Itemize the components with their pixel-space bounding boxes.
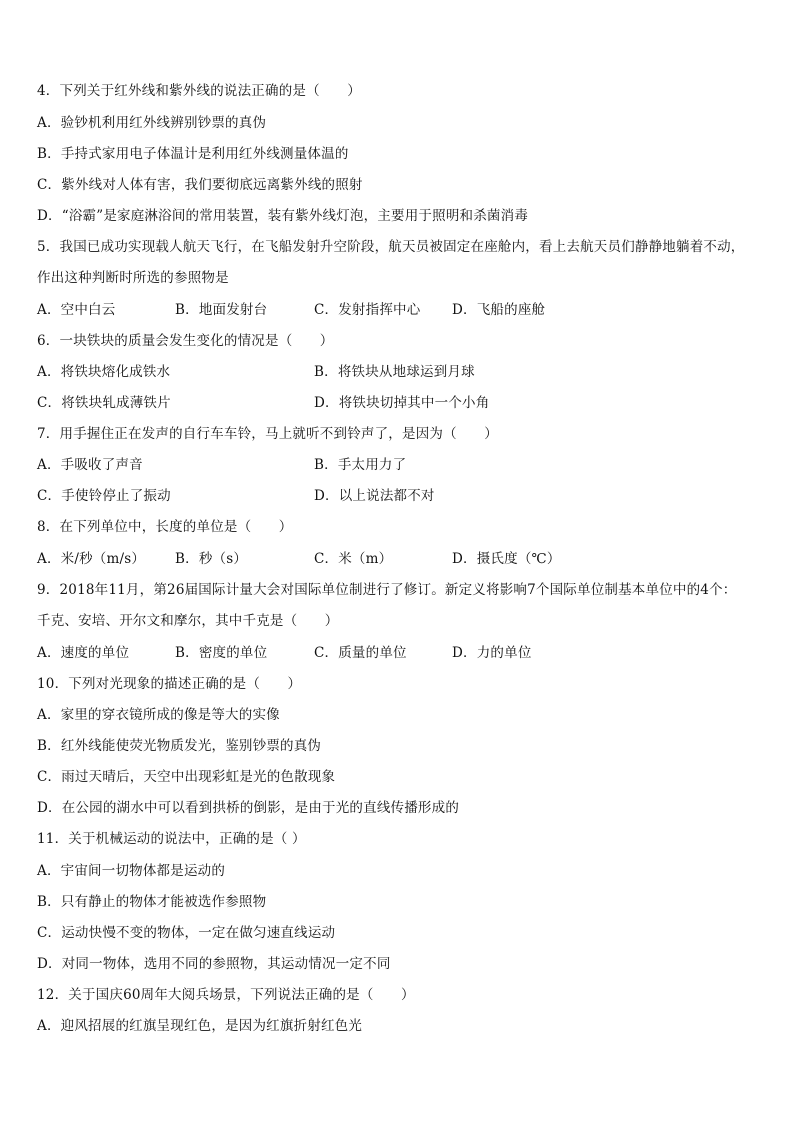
- question-7-option-b: B．手太用力了: [314, 457, 407, 473]
- question-5-option-b: B．地面发射台: [175, 302, 268, 318]
- question-9-stem-line-2: 千克、安培、开尔文和摩尔，其中千克是（ ）: [37, 613, 339, 629]
- question-11-option-c: C．运动快慢不变的物体，一定在做匀速直线运动: [37, 925, 336, 941]
- question-10-option-c: C．雨过天晴后，天空中出现彩虹是光的色散现象: [37, 769, 336, 785]
- question-5-stem-line-2: 作出这种判断时所选的参照物是: [37, 270, 229, 286]
- question-10-stem: 10．下列对光现象的描述正确的是（ ）: [37, 676, 302, 692]
- question-9-option-d: D．力的单位: [452, 645, 532, 661]
- question-4-option-a: A．验钞机利用红外线辨别钞票的真伪: [37, 115, 267, 131]
- question-7-option-c: C．手使铃停止了振动: [37, 488, 171, 504]
- question-8-option-c: C．米（m）: [314, 551, 393, 567]
- question-8-stem: 8．在下列单位中，长度的单位是（ ）: [37, 519, 293, 535]
- question-5-stem-line-1: 5．我国已成功实现载人航天飞行，在飞船发射升空阶段，航天员被固定在座舱内，看上去航天员们静静地躺着不动，: [37, 239, 745, 255]
- question-9-option-a: A．速度的单位: [37, 645, 130, 661]
- question-10-option-b: B．红外线能使荧光物质发光，鉴别钞票的真伪: [37, 738, 322, 754]
- question-6-option-d: D．将铁块切掉其中一个小角: [314, 395, 490, 411]
- question-8-option-d: D．摄氏度（℃）: [452, 551, 561, 567]
- question-12-option-a: A．迎风招展的红旗呈现红色，是因为红旗折射红色光: [37, 1018, 363, 1034]
- question-4-option-c: C．紫外线对人体有害，我们要彻底远离紫外线的照射: [37, 177, 363, 193]
- question-7-stem: 7．用手握住正在发声的自行车车铃，马上就听不到铃声了，是因为（ ）: [37, 426, 498, 442]
- question-5-option-a: A．空中白云: [37, 302, 116, 318]
- question-4-option-d: D．“浴霸”是家庭淋浴间的常用装置，装有紫外线灯泡，主要用于照明和杀菌消毒: [37, 208, 529, 224]
- question-11-stem: 11．关于机械运动的说法中，正确的是（ ）: [37, 831, 306, 847]
- question-7-option-a: A．手吸收了声音: [37, 457, 143, 473]
- question-12-stem: 12．关于国庆60周年大阅兵场景，下列说法正确的是（ ）: [37, 987, 415, 1003]
- question-6-option-c: C．将铁块轧成薄铁片: [37, 395, 171, 411]
- question-6-stem: 6．一块铁块的质量会发生变化的情况是（ ）: [37, 333, 334, 349]
- question-6-option-b: B．将铁块从地球运到月球: [314, 364, 475, 380]
- question-4-option-b: B．手持式家用电子体温计是利用红外线测量体温的: [37, 146, 349, 162]
- question-6-option-a: A．将铁块熔化成铁水: [37, 364, 171, 380]
- question-10-option-d: D．在公园的湖水中可以看到拱桥的倒影，是由于光的直线传播形成的: [37, 800, 460, 816]
- question-11-option-a: A．宇宙间一切物体都是运动的: [37, 863, 226, 879]
- question-4-stem: 4．下列关于红外线和紫外线的说法正确的是（ ）: [37, 83, 361, 99]
- question-9-option-b: B．密度的单位: [175, 645, 268, 661]
- question-11-option-b: B．只有静止的物体才能被选作参照物: [37, 894, 267, 910]
- question-8-option-a: A．米/秒（m/s）: [37, 551, 146, 567]
- question-5-option-d: D．飞船的座舱: [452, 302, 546, 318]
- question-11-option-d: D．对同一物体，选用不同的参照物，其运动情况一定不同: [37, 956, 391, 972]
- question-9-option-c: C．质量的单位: [314, 645, 407, 661]
- question-7-option-d: D．以上说法都不对: [314, 488, 435, 504]
- question-8-option-b: B．秒（s）: [175, 551, 248, 567]
- question-9-stem-line-1: 9．2018年11月，第26届国际计量大会对国际单位制进行了修订。新定义将影响7个国际单位制基本单位中的4个：: [37, 582, 737, 598]
- question-10-option-a: A．家里的穿衣镜所成的像是等大的实像: [37, 707, 280, 723]
- question-5-option-c: C．发射指挥中心: [314, 302, 421, 318]
